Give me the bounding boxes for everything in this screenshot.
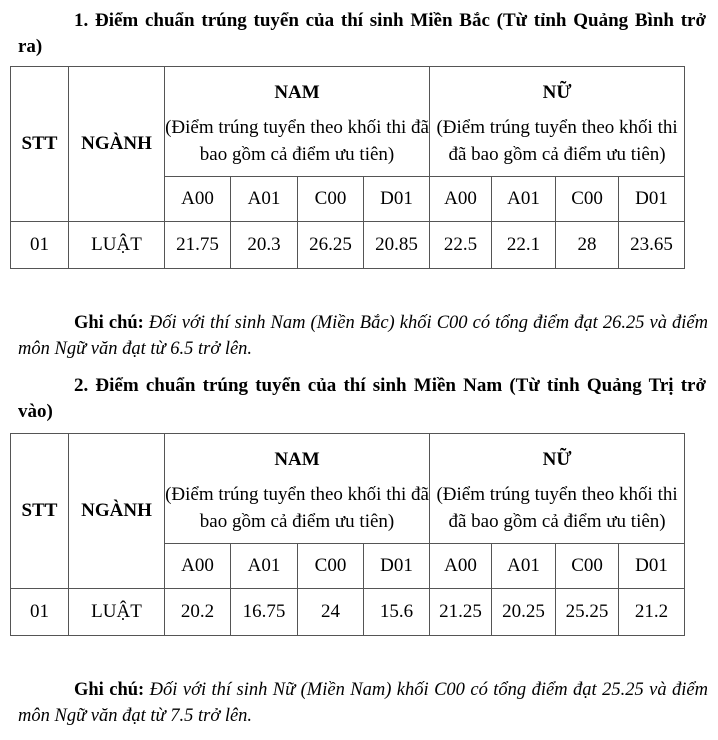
header-nganh: NGÀNH: [69, 434, 165, 589]
header-nam-title: NAM: [274, 82, 320, 103]
score-cell: 20.25: [492, 589, 556, 636]
header-nu-group: [430, 67, 685, 177]
score-cell: 24: [298, 589, 364, 636]
row-nganh: LUẬT: [69, 589, 165, 636]
section2-heading: 2. Điểm chuẩn trúng tuyển của thí sinh Miền Nam (Từ tỉnh Quảng Trị trở vào): [18, 375, 706, 422]
block-header: A00: [165, 177, 231, 222]
block-header: D01: [619, 544, 685, 589]
score-cell: 23.65: [619, 222, 685, 269]
row-nganh: LUẬT: [69, 222, 165, 269]
score-cell: 22.1: [492, 222, 556, 269]
header-nu-desc: (Điểm trúng tuyển theo khối thi đã bao gồm cả điểm ưu tiên): [436, 117, 678, 165]
block-header: A00: [165, 544, 231, 589]
block-header: A00: [430, 544, 492, 589]
block-header: C00: [298, 544, 364, 589]
note-label: Ghi chú:: [74, 313, 144, 333]
section1-score-table: [10, 66, 685, 269]
header-nu-group: [430, 434, 685, 544]
header-nam-desc: (Điểm trúng tuyển theo khối thi đã bao gồm cả điểm ưu tiên): [165, 117, 429, 165]
section2-score-table: [10, 433, 685, 636]
section1-heading: 1. Điểm chuẩn trúng tuyển của thí sinh Miền Bắc (Từ tỉnh Quảng Bình trở ra): [18, 10, 706, 57]
block-header: D01: [364, 177, 430, 222]
block-header: A01: [231, 544, 298, 589]
row-stt: 01: [11, 589, 69, 636]
header-stt: STT: [11, 67, 69, 222]
header-stt: STT: [11, 434, 69, 589]
header-nam-desc: (Điểm trúng tuyển theo khối thi đã bao gồm cả điểm ưu tiên): [165, 484, 429, 532]
block-header: C00: [298, 177, 364, 222]
block-header: C00: [556, 177, 619, 222]
score-cell: 28: [556, 222, 619, 269]
block-header: D01: [364, 544, 430, 589]
table-row: [11, 589, 685, 636]
note-text: Đối với thí sinh Nữ (Miền Nam) khối C00 có tổng điểm đạt 25.25 và điểm môn Ngữ văn đạt từ 7.5 trở lên.: [18, 680, 709, 726]
block-header: A01: [492, 177, 556, 222]
section1-note: [18, 310, 708, 362]
row-stt: 01: [11, 222, 69, 269]
note-text: Đối với thí sinh Nam (Miền Bắc) khối C00 có tổng điểm đạt 26.25 và điểm môn Ngữ văn đạt từ 6.5 trở lên.: [18, 313, 709, 359]
block-header: D01: [619, 177, 685, 222]
score-cell: 15.6: [364, 589, 430, 636]
block-header: A01: [492, 544, 556, 589]
score-cell: 20.85: [364, 222, 430, 269]
table-row: [11, 222, 685, 269]
score-cell: 20.3: [231, 222, 298, 269]
header-nu-title: NỮ: [542, 449, 572, 470]
header-nu-title: NỮ: [542, 82, 572, 103]
header-nam-group: [165, 67, 430, 177]
block-header: A00: [430, 177, 492, 222]
score-cell: 21.75: [165, 222, 231, 269]
block-header: A01: [231, 177, 298, 222]
score-cell: 21.25: [430, 589, 492, 636]
score-cell: 16.75: [231, 589, 298, 636]
note-label: Ghi chú:: [74, 680, 145, 700]
header-nam-title: NAM: [274, 449, 320, 470]
score-cell: 22.5: [430, 222, 492, 269]
score-cell: 26.25: [298, 222, 364, 269]
score-cell: 25.25: [556, 589, 619, 636]
header-nganh: NGÀNH: [69, 67, 165, 222]
score-cell: 21.2: [619, 589, 685, 636]
section2-note: [18, 677, 708, 729]
score-cell: 20.2: [165, 589, 231, 636]
header-nu-desc: (Điểm trúng tuyển theo khối thi đã bao gồm cả điểm ưu tiên): [436, 484, 678, 532]
header-nam-group: [165, 434, 430, 544]
block-header: C00: [556, 544, 619, 589]
